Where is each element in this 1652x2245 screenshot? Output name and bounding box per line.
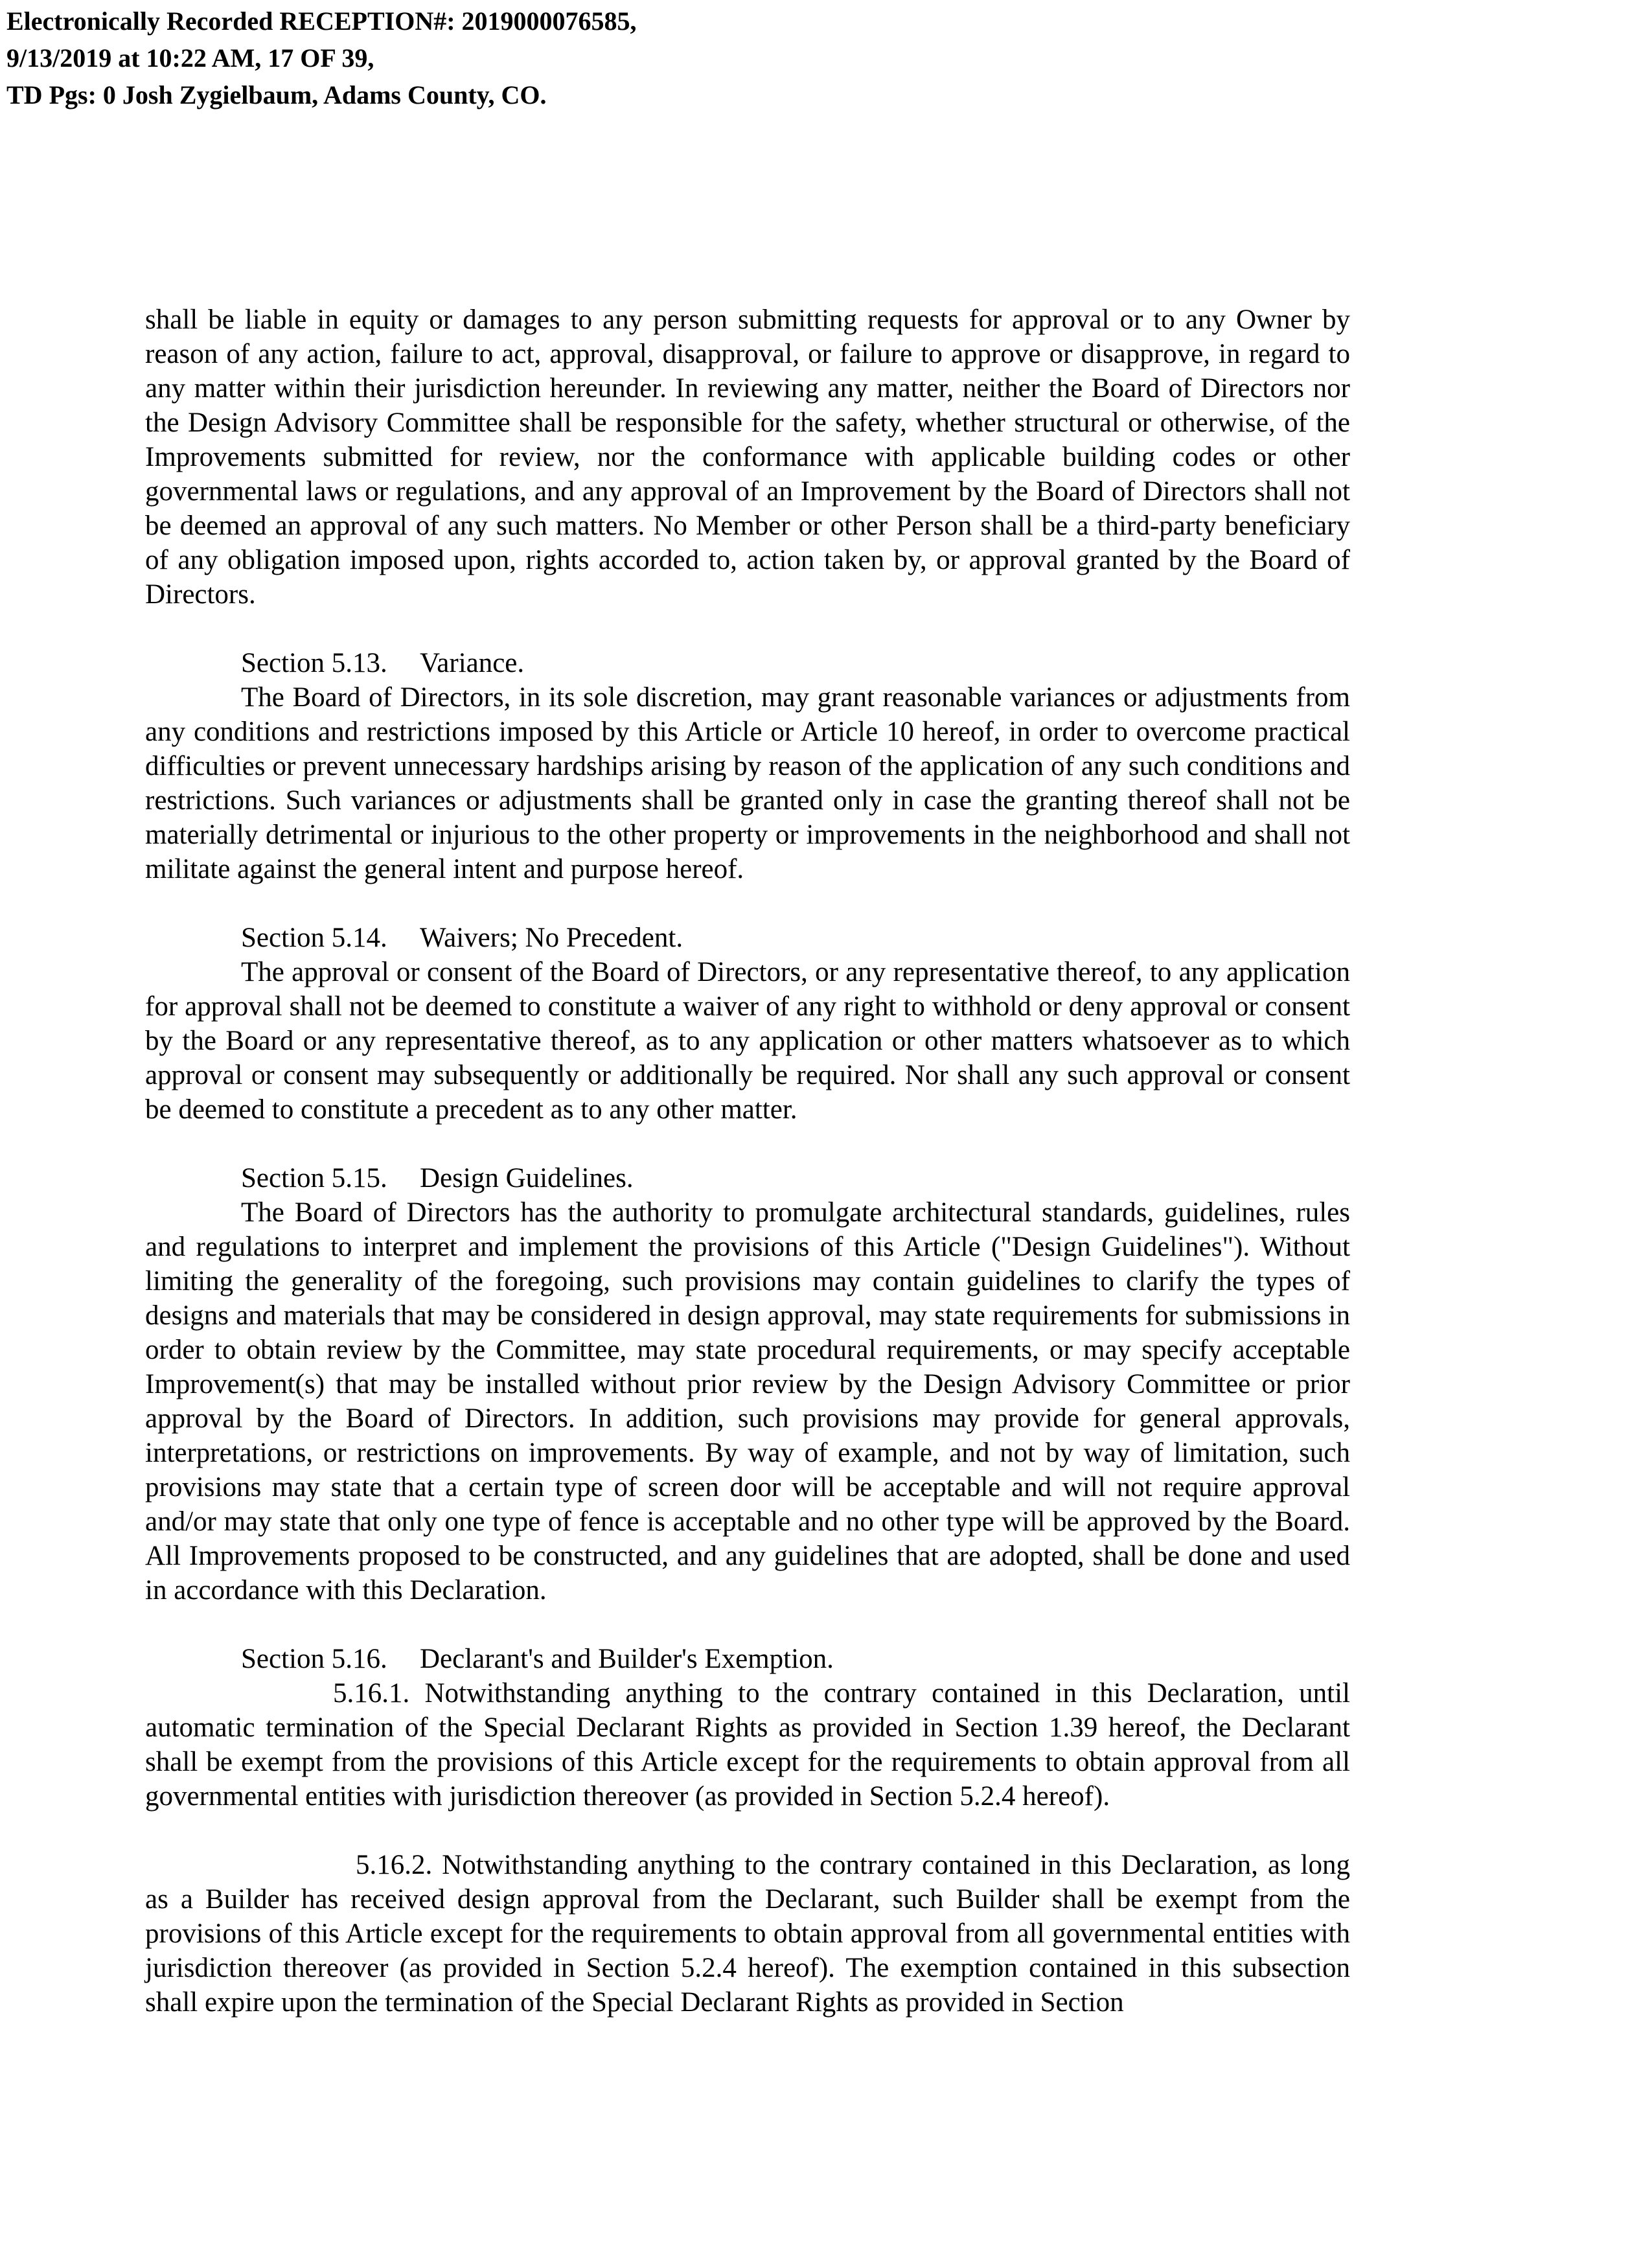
recording-stamp xyxy=(6,3,637,113)
section-title: Variance. xyxy=(420,648,525,678)
section-number: Section 5.15. xyxy=(241,1163,387,1193)
section-number: Section 5.13. xyxy=(241,648,387,678)
section-heading xyxy=(145,646,1350,680)
section-heading xyxy=(145,921,1350,955)
stamp-line-1: Electronically Recorded RECEPTION#: 2019000076585, xyxy=(6,6,637,36)
section-heading xyxy=(145,1161,1350,1195)
continuation-paragraph: shall be liable in equity or damages to any person submitting requests for approval or to any Owner by reason of any action, failure to act, approval, disapproval, or failure to approve or disapprove, in regard to any matter within their jurisdiction hereunder. In reviewing any matter, neither the Board of Directors nor the Design Advisory Committee shall be responsible for the safety, whether structural or otherwise, of the Improvements submitted for review, nor the conformance with applicable building codes or other governmental laws or regulations, and any approval of an Improvement by the Board of Directors shall not be deemed an approval of any such matters. No Member or other Person shall be a third-party beneficiary of any obligation imposed upon, rights accorded to, action taken by, or approval granted by the Board of Directors. xyxy=(145,305,1350,610)
section-5-14 xyxy=(145,921,1350,1127)
section-number: Section 5.14. xyxy=(241,923,387,953)
section-5-16 xyxy=(145,1642,1350,2020)
stamp-line-2: 9/13/2019 at 10:22 AM, 17 OF 39, xyxy=(6,43,374,73)
section-heading xyxy=(145,1642,1350,1676)
stamp-line-3: TD Pgs: 0 Josh Zygielbaum, Adams County, CO. xyxy=(6,80,547,109)
section-5-13 xyxy=(145,646,1350,886)
section-paragraph: The Board of Directors has the authority to promulgate architectural standards, guidelines, rules and regulations to interpret and implement the provisions of this Article ("Design Guidelines"). Without limiting the generality of the foregoing, such provisions may contain guidelines to clarify the types of designs and materials that may be considered in design approval, may state requirements for submissions in order to obtain review by the Committee, may state procedural requirements, or may specify acceptable Improvement(s) that may be installed without prior review by the Design Advisory Committee or prior approval by the Board of Directors. In addition, such provisions may provide for general approvals, interpretations, or restrictions on improvements. By way of example, and not by way of limitation, such provisions may state that a certain type of screen door will be acceptable and will not require approval and/or may state that only one type of fence is acceptable and no other type will be approved by the Board. All Improvements proposed to be constructed, and any guidelines that are adopted, shall be done and used in accordance with this Declaration. xyxy=(145,1197,1350,1606)
section-number: Section 5.16. xyxy=(241,1644,387,1674)
section-paragraph: The Board of Directors, in its sole discretion, may grant reasonable variances or adjustments from any conditions and restrictions imposed by this Article or Article 10 hereof, in order to overcome practical difficulties or prevent unnecessary hardships arising by reason of the application of any such conditions and restrictions. Such variances or adjustments shall be granted only in case the granting thereof shall not be materially detrimental or injurious to the other property or improvements in the neighborhood and shall not militate against the general intent and purpose hereof. xyxy=(145,682,1350,884)
subsection-5-16-2: 5.16.2. Notwithstanding anything to the contrary contained in this Declaration, as long as a Builder has received design approval from the Declarant, such Builder shall be exempt from the provisions of this Article except for the requirements to obtain approval from all governmental entities with jurisdiction thereover (as provided in Section 5.2.4 hereof). The exemption contained in this subsection shall expire upon the termination of the Special Declarant Rights as provided in Section xyxy=(145,1850,1350,2018)
section-title: Waivers; No Precedent. xyxy=(420,923,683,953)
section-paragraph: The approval or consent of the Board of Directors, or any representative thereof, to any application for approval shall not be deemed to constitute a waiver of any right to withhold or deny approval or consent by the Board or any representative thereof, as to any application or other matters whatsoever as to which approval or consent may subsequently or additionally be required. Nor shall any such approval or consent be deemed to constitute a precedent as to any other matter. xyxy=(145,957,1350,1125)
section-title: Design Guidelines. xyxy=(420,1163,634,1193)
document-body xyxy=(145,303,1350,2020)
section-5-15 xyxy=(145,1161,1350,1607)
subsection-5-16-1: 5.16.1. Notwithstanding anything to the contrary contained in this Declaration, until automatic termination of the Special Declarant Rights as provided in Section 1.39 hereof, the Declarant shall be exempt from the provisions of this Article except for the requirements to obtain approval from all governmental entities with jurisdiction thereover (as provided in Section 5.2.4 hereof). xyxy=(145,1678,1350,1812)
section-title: Declarant's and Builder's Exemption. xyxy=(420,1644,834,1674)
